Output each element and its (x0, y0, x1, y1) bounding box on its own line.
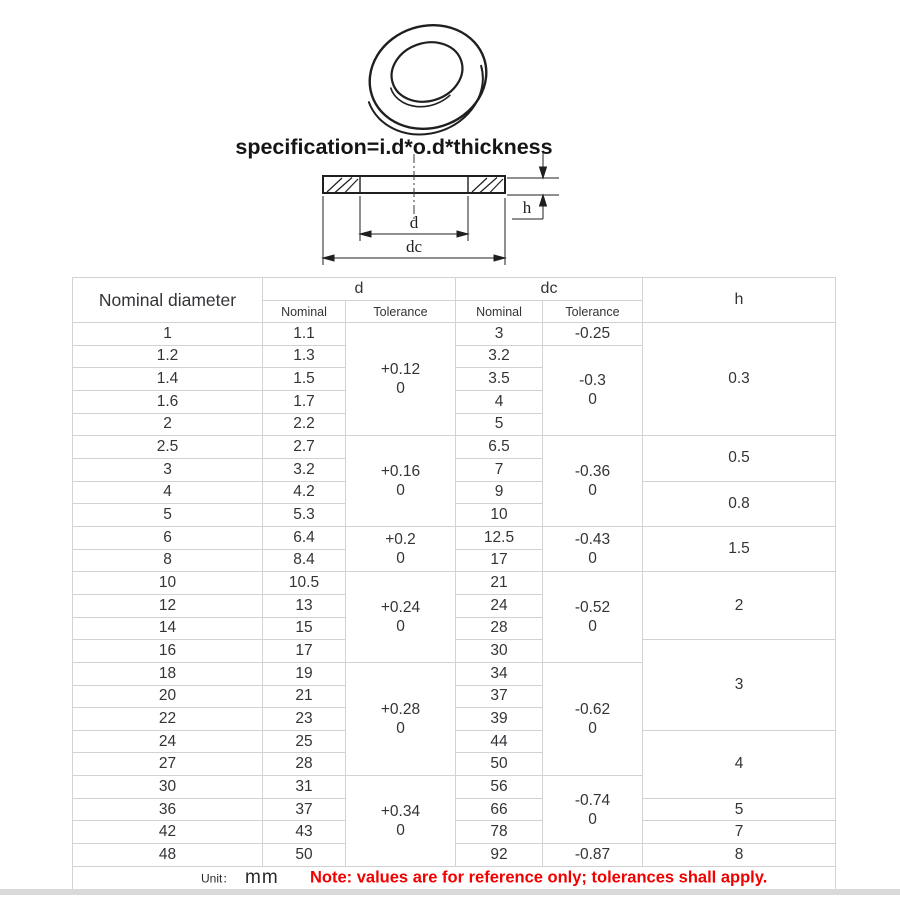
cell-h: 1.5 (643, 526, 836, 571)
cell-d-nominal: 4.2 (263, 481, 346, 504)
cell-dc-nominal: 6.5 (456, 436, 543, 459)
cell-dc-nominal: 44 (456, 730, 543, 753)
cell-dc-nominal: 17 (456, 549, 543, 572)
cell-d-nominal: 10.5 (263, 572, 346, 595)
table-row (73, 572, 836, 595)
table-header-row (73, 278, 836, 301)
header-dc-tolerance: Tolerance (543, 301, 643, 323)
cell-d-nominal: 23 (263, 708, 346, 731)
cell-d-nominal: 2.2 (263, 413, 346, 436)
unit-value: mm (245, 866, 279, 888)
cell-h: 8 (643, 844, 836, 867)
cell-dc-nominal: 21 (456, 572, 543, 595)
cell-d-nominal: 37 (263, 798, 346, 821)
cell-h: 3 (643, 640, 836, 731)
cell-dc-tolerance: -0.3 0 (543, 345, 643, 436)
bottom-divider (0, 889, 900, 895)
cell-h: 0.8 (643, 481, 836, 526)
cell-dc-nominal: 7 (456, 458, 543, 481)
cell-nominal-diameter: 16 (73, 640, 263, 663)
cell-d-nominal: 13 (263, 594, 346, 617)
cell-dc-tolerance: -0.36 0 (543, 436, 643, 527)
cell-nominal-diameter: 22 (73, 708, 263, 731)
cell-dc-nominal: 34 (456, 662, 543, 685)
cell-dc-tolerance: -0.74 0 (543, 776, 643, 844)
cell-nominal-diameter: 12 (73, 594, 263, 617)
cell-nominal-diameter: 20 (73, 685, 263, 708)
cell-dc-nominal: 92 (456, 844, 543, 867)
cell-d-tolerance: +0.16 0 (346, 436, 456, 527)
cell-d-tolerance: +0.28 0 (346, 662, 456, 775)
cell-d-nominal: 1.1 (263, 323, 346, 346)
cell-dc-nominal: 10 (456, 504, 543, 527)
cell-nominal-diameter: 5 (73, 504, 263, 527)
cell-dc-tolerance: -0.43 0 (543, 526, 643, 571)
cell-d-tolerance: +0.24 0 (346, 572, 456, 663)
cell-dc-nominal: 5 (456, 413, 543, 436)
footer-content (73, 867, 835, 889)
cell-dc-nominal: 56 (456, 776, 543, 799)
cell-h: 7 (643, 821, 836, 844)
cell-dc-nominal: 9 (456, 481, 543, 504)
cell-dc-nominal: 39 (456, 708, 543, 731)
cell-dc-nominal: 78 (456, 821, 543, 844)
cell-nominal-diameter: 1.6 (73, 390, 263, 413)
cell-nominal-diameter: 27 (73, 753, 263, 776)
cell-nominal-diameter: 42 (73, 821, 263, 844)
table-header (73, 278, 836, 323)
cell-nominal-diameter: 3 (73, 458, 263, 481)
cell-dc-nominal: 3 (456, 323, 543, 346)
cell-h: 4 (643, 730, 836, 798)
cell-nominal-diameter: 10 (73, 572, 263, 595)
cell-d-nominal: 31 (263, 776, 346, 799)
cell-h: 5 (643, 798, 836, 821)
header-dc-nominal: Nominal (456, 301, 543, 323)
cell-nominal-diameter: 14 (73, 617, 263, 640)
cell-nominal-diameter: 1.4 (73, 368, 263, 391)
cell-nominal-diameter: 18 (73, 662, 263, 685)
cell-nominal-diameter: 30 (73, 776, 263, 799)
header-d-tolerance: Tolerance (346, 301, 456, 323)
cell-d-nominal: 21 (263, 685, 346, 708)
cell-nominal-diameter: 8 (73, 549, 263, 572)
cell-d-nominal: 8.4 (263, 549, 346, 572)
cell-dc-nominal: 3.2 (456, 345, 543, 368)
cell-h: 2 (643, 572, 836, 640)
cell-dc-nominal: 66 (456, 798, 543, 821)
washer-top-view-drawing (356, 10, 500, 143)
cell-d-nominal: 28 (263, 753, 346, 776)
spec-table (72, 277, 836, 890)
cell-d-nominal: 43 (263, 821, 346, 844)
table-row (73, 323, 836, 346)
cell-dc-nominal: 12.5 (456, 526, 543, 549)
cell-dc-tolerance: -0.62 0 (543, 662, 643, 775)
cell-d-nominal: 1.3 (263, 345, 346, 368)
cell-d-nominal: 25 (263, 730, 346, 753)
cell-d-nominal: 3.2 (263, 458, 346, 481)
cell-dc-tolerance: -0.87 (543, 844, 643, 867)
cell-nominal-diameter: 1.2 (73, 345, 263, 368)
technical-drawing (0, 0, 900, 272)
spec-formula-text: specification=i.d*o.d*thickness (235, 135, 553, 159)
header-h: h (643, 278, 836, 323)
header-d-group: d (263, 278, 456, 301)
cell-d-nominal: 2.7 (263, 436, 346, 459)
header-d-nominal: Nominal (263, 301, 346, 323)
cell-dc-tolerance: -0.52 0 (543, 572, 643, 663)
cell-nominal-diameter: 6 (73, 526, 263, 549)
cell-nominal-diameter: 48 (73, 844, 263, 867)
cell-d-nominal: 1.5 (263, 368, 346, 391)
cell-h: 0.3 (643, 323, 836, 436)
table-footer-row (73, 866, 836, 889)
table-footer (73, 866, 836, 889)
table-row (73, 436, 836, 459)
unit-label: Unit： (201, 871, 235, 886)
cell-h: 0.5 (643, 436, 836, 481)
cell-d-tolerance: +0.2 0 (346, 526, 456, 571)
cell-dc-nominal: 37 (456, 685, 543, 708)
cell-d-tolerance: +0.12 0 (346, 323, 456, 436)
cell-nominal-diameter: 2 (73, 413, 263, 436)
cell-d-nominal: 1.7 (263, 390, 346, 413)
table-row (73, 526, 836, 549)
cell-d-nominal: 19 (263, 662, 346, 685)
reference-note: Note: values are for reference only; tolerances shall apply. (310, 868, 768, 887)
cell-dc-nominal: 3.5 (456, 368, 543, 391)
dim-label-d: d (409, 213, 419, 232)
cell-nominal-diameter: 24 (73, 730, 263, 753)
cell-d-nominal: 17 (263, 640, 346, 663)
cell-dc-nominal: 24 (456, 594, 543, 617)
cell-nominal-diameter: 1 (73, 323, 263, 346)
cell-dc-tolerance: -0.25 (543, 323, 643, 346)
cell-dc-nominal: 30 (456, 640, 543, 663)
table-body (73, 323, 836, 867)
dim-label-dc: dc (405, 237, 423, 256)
header-nominal-diameter: Nominal diameter (73, 278, 263, 323)
cell-d-nominal: 6.4 (263, 526, 346, 549)
cell-d-nominal: 50 (263, 844, 346, 867)
cell-nominal-diameter: 36 (73, 798, 263, 821)
cell-d-tolerance: +0.34 0 (346, 776, 456, 867)
cell-dc-nominal: 50 (456, 753, 543, 776)
cell-nominal-diameter: 4 (73, 481, 263, 504)
cell-d-nominal: 15 (263, 617, 346, 640)
footer-cell (73, 866, 836, 889)
cell-dc-nominal: 28 (456, 617, 543, 640)
cell-dc-nominal: 4 (456, 390, 543, 413)
dim-label-h: h (522, 198, 532, 217)
header-dc-group: dc (456, 278, 643, 301)
cell-nominal-diameter: 2.5 (73, 436, 263, 459)
cell-d-nominal: 5.3 (263, 504, 346, 527)
